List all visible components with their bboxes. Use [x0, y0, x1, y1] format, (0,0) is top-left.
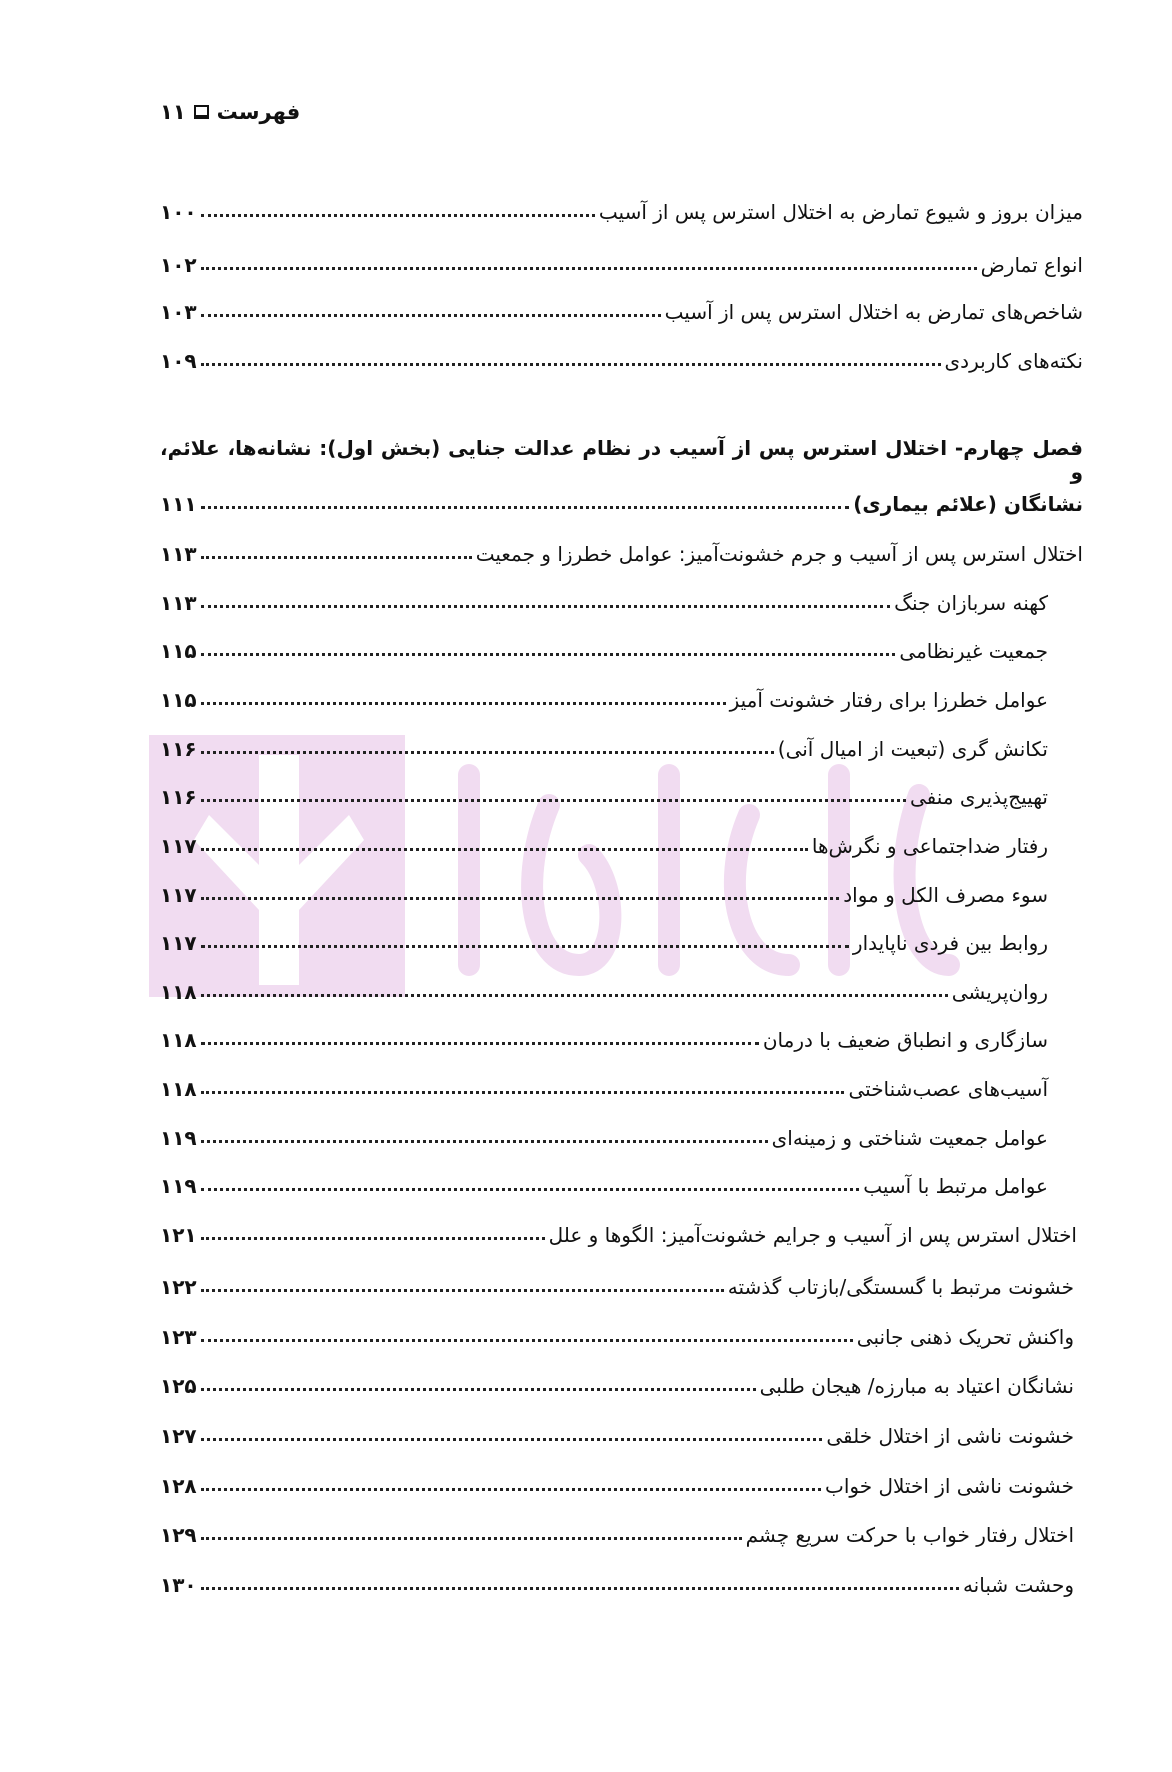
dot-leader: [201, 1140, 768, 1143]
toc-entry-page: ۱۱۸: [160, 1028, 197, 1052]
toc-entry[interactable]: [160, 921, 1048, 955]
toc-entry[interactable]: [160, 581, 1048, 615]
toc-entry-page: ۱۱۷: [160, 931, 197, 955]
toc-entry[interactable]: [160, 1116, 1048, 1150]
toc-entry-page: ۱۱۷: [160, 834, 197, 858]
toc-entry-page: ۱۲۸: [160, 1474, 197, 1498]
dot-leader: [201, 653, 896, 656]
toc-entry[interactable]: [160, 873, 1048, 907]
toc-entry[interactable]: [160, 1164, 1048, 1198]
toc-entry[interactable]: [160, 970, 1048, 1004]
toc-entry[interactable]: [160, 629, 1048, 663]
dot-leader: [201, 1537, 742, 1540]
toc-entry-title: نکته‌های کاربردی: [944, 349, 1083, 373]
toc-entry[interactable]: [160, 1414, 1074, 1448]
toc-entry-page: ۱۱۸: [160, 980, 197, 1004]
dot-leader: [201, 605, 891, 608]
toc-entry-page: ۱۲۵: [160, 1374, 197, 1398]
toc-entry-title: اختلال رفتار خواب با حرکت سریع چشم: [745, 1523, 1074, 1547]
toc-entry-page: ۱۱۵: [160, 688, 197, 712]
toc-entry-page: ۱۰۲: [160, 253, 197, 277]
dot-leader: [201, 945, 849, 948]
dot-leader: [201, 1289, 724, 1292]
dot-leader: [201, 506, 850, 509]
toc-entry[interactable]: [160, 190, 1083, 224]
toc-entry-page: ۱۲۷: [160, 1424, 197, 1448]
toc-entry[interactable]: [160, 727, 1048, 761]
chapter-title-line2: نشانگان (علائم بیماری): [853, 492, 1083, 516]
toc-entry-page: ۱۰۳: [160, 300, 197, 324]
toc-entry-title: کهنه سربازان جنگ: [894, 591, 1048, 615]
toc-entry-title: واکنش تحریک ذهنی جانبی: [856, 1325, 1074, 1349]
toc-entry-page: ۱۱۶: [160, 785, 197, 809]
toc-entry-page: ۱۲۱: [160, 1223, 197, 1247]
toc-entry-page: ۱۱۷: [160, 883, 197, 907]
toc-entry-title: روابط بین فردی ناپایدار: [852, 931, 1048, 955]
toc-entry-title: خشونت ناشی از اختلال خلقی: [826, 1424, 1074, 1448]
dot-leader: [201, 1091, 845, 1094]
dot-leader: [201, 1587, 959, 1590]
chapter-heading: [160, 436, 1083, 484]
toc-entry-page: ۱۲۳: [160, 1325, 197, 1349]
dot-leader: [201, 267, 977, 270]
dot-leader: [201, 799, 906, 802]
toc-entry[interactable]: [160, 678, 1048, 712]
toc-entry[interactable]: [160, 243, 1083, 277]
toc-entry[interactable]: [160, 1563, 1074, 1597]
dot-leader: [201, 897, 840, 900]
toc-entry-page: ۱۳۰: [160, 1573, 197, 1597]
dot-leader: [201, 1237, 545, 1240]
toc-entry-page: ۱۱۳: [160, 542, 197, 566]
chapter-entry[interactable]: [160, 482, 1083, 516]
toc-entry[interactable]: [160, 775, 1048, 809]
toc-entry-title: روان‌پریشی: [951, 980, 1048, 1004]
toc-entry-page: ۱۱۳: [160, 591, 197, 615]
toc-entry-title: خشونت مرتبط با گسستگی/بازتاب گذشته: [727, 1275, 1074, 1299]
toc-entry[interactable]: [160, 1213, 1077, 1247]
toc-entry-page: ۱۰۰: [160, 200, 197, 224]
toc-entry-title: عوامل مرتبط با آسیب: [863, 1174, 1048, 1198]
header-page-number: ۱۱: [160, 100, 186, 124]
dot-leader: [201, 1339, 853, 1342]
toc-entry-page: ۱۲۹: [160, 1523, 197, 1547]
toc-entry[interactable]: [160, 1315, 1074, 1349]
dot-leader: [201, 1188, 860, 1191]
toc-entry[interactable]: [160, 824, 1048, 858]
toc-entry-page: ۱۱۸: [160, 1077, 197, 1101]
toc-entry-title: آسیب‌های عصب‌شناختی: [848, 1077, 1048, 1101]
dot-leader: [201, 1042, 759, 1045]
toc-entry-title: شاخص‌های تمارض به اختلال استرس پس از آسیب: [664, 300, 1083, 324]
dot-leader: [201, 1388, 756, 1391]
dot-leader: [201, 556, 472, 559]
toc-entry-page: ۱۱۵: [160, 639, 197, 663]
toc-entry-title: تهییج‌پذیری منفی: [910, 785, 1048, 809]
toc-entry-title: میزان بروز و شیوع تمارض به اختلال استرس پس از آسیب: [598, 200, 1083, 224]
dot-leader: [201, 848, 808, 851]
toc-entry[interactable]: [160, 1018, 1048, 1052]
toc-entry-title: جمعیت غیرنظامی: [899, 639, 1048, 663]
dot-leader: [201, 994, 948, 997]
dot-leader: [201, 363, 941, 366]
dot-leader: [201, 214, 595, 217]
toc-entry-title: عوامل خطرزا برای رفتار خشونت آمیز: [729, 688, 1048, 712]
toc-entry[interactable]: [160, 1513, 1074, 1547]
toc-entry-page: ۱۲۲: [160, 1275, 197, 1299]
chapter-title-line1: فصل چهارم- اختلال استرس پس از آسیب در نظام عدالت جنایی (بخش اول): نشانه‌ها، علائم، و: [160, 436, 1083, 484]
toc-entry-title: سوء مصرف الکل و مواد: [843, 883, 1048, 907]
dot-leader: [201, 1488, 821, 1491]
dot-leader: [201, 314, 661, 317]
toc-entry[interactable]: [160, 1364, 1074, 1398]
toc-entry-title: سازگاری و انطباق ضعیف با درمان: [762, 1028, 1048, 1052]
toc-entry[interactable]: [160, 1464, 1074, 1498]
dot-leader: [201, 751, 774, 754]
toc-entry-title: تکانش گری (تبعیت از امیال آنی): [777, 737, 1048, 761]
toc-entry[interactable]: [160, 1265, 1074, 1299]
toc-entry[interactable]: [160, 339, 1083, 373]
square-bullet-icon: [194, 105, 209, 119]
toc-entry-title: نشانگان اعتیاد به مبارزه/ هیجان طلبی: [759, 1374, 1074, 1398]
toc-entry-title: اختلال استرس پس از آسیب و جرم خشونت‌آمیز: عوامل خطرزا و جمعیت: [475, 542, 1083, 566]
toc-entry-page: ۱۱۶: [160, 737, 197, 761]
dot-leader: [201, 702, 726, 705]
toc-entry-title: خشونت ناشی از اختلال خواب: [825, 1474, 1074, 1498]
toc-entry-title: انواع تمارض: [980, 253, 1083, 277]
toc-entry-page: ۱۱۹: [160, 1174, 197, 1198]
toc-entry-page: ۱۱۹: [160, 1126, 197, 1150]
toc-entry-title: وحشت شبانه: [962, 1573, 1074, 1597]
toc-entry-title: عوامل جمعیت شناختی و زمینه‌ای: [771, 1126, 1048, 1150]
toc-entry[interactable]: [160, 1067, 1048, 1101]
toc-entry-title: رفتار ضداجتماعی و نگرش‌ها: [811, 834, 1048, 858]
dot-leader: [201, 1438, 823, 1441]
chapter-page-number: ۱۱۱: [160, 492, 197, 516]
toc-entry[interactable]: [160, 290, 1083, 324]
toc-entry-page: ۱۰۹: [160, 349, 197, 373]
toc-entry[interactable]: [160, 532, 1083, 566]
toc-entry-title: اختلال استرس پس از آسیب و جرایم خشونت‌آمیز: الگوها و علل: [548, 1223, 1077, 1247]
page-header: [160, 100, 300, 124]
header-title: فهرست: [216, 100, 301, 124]
